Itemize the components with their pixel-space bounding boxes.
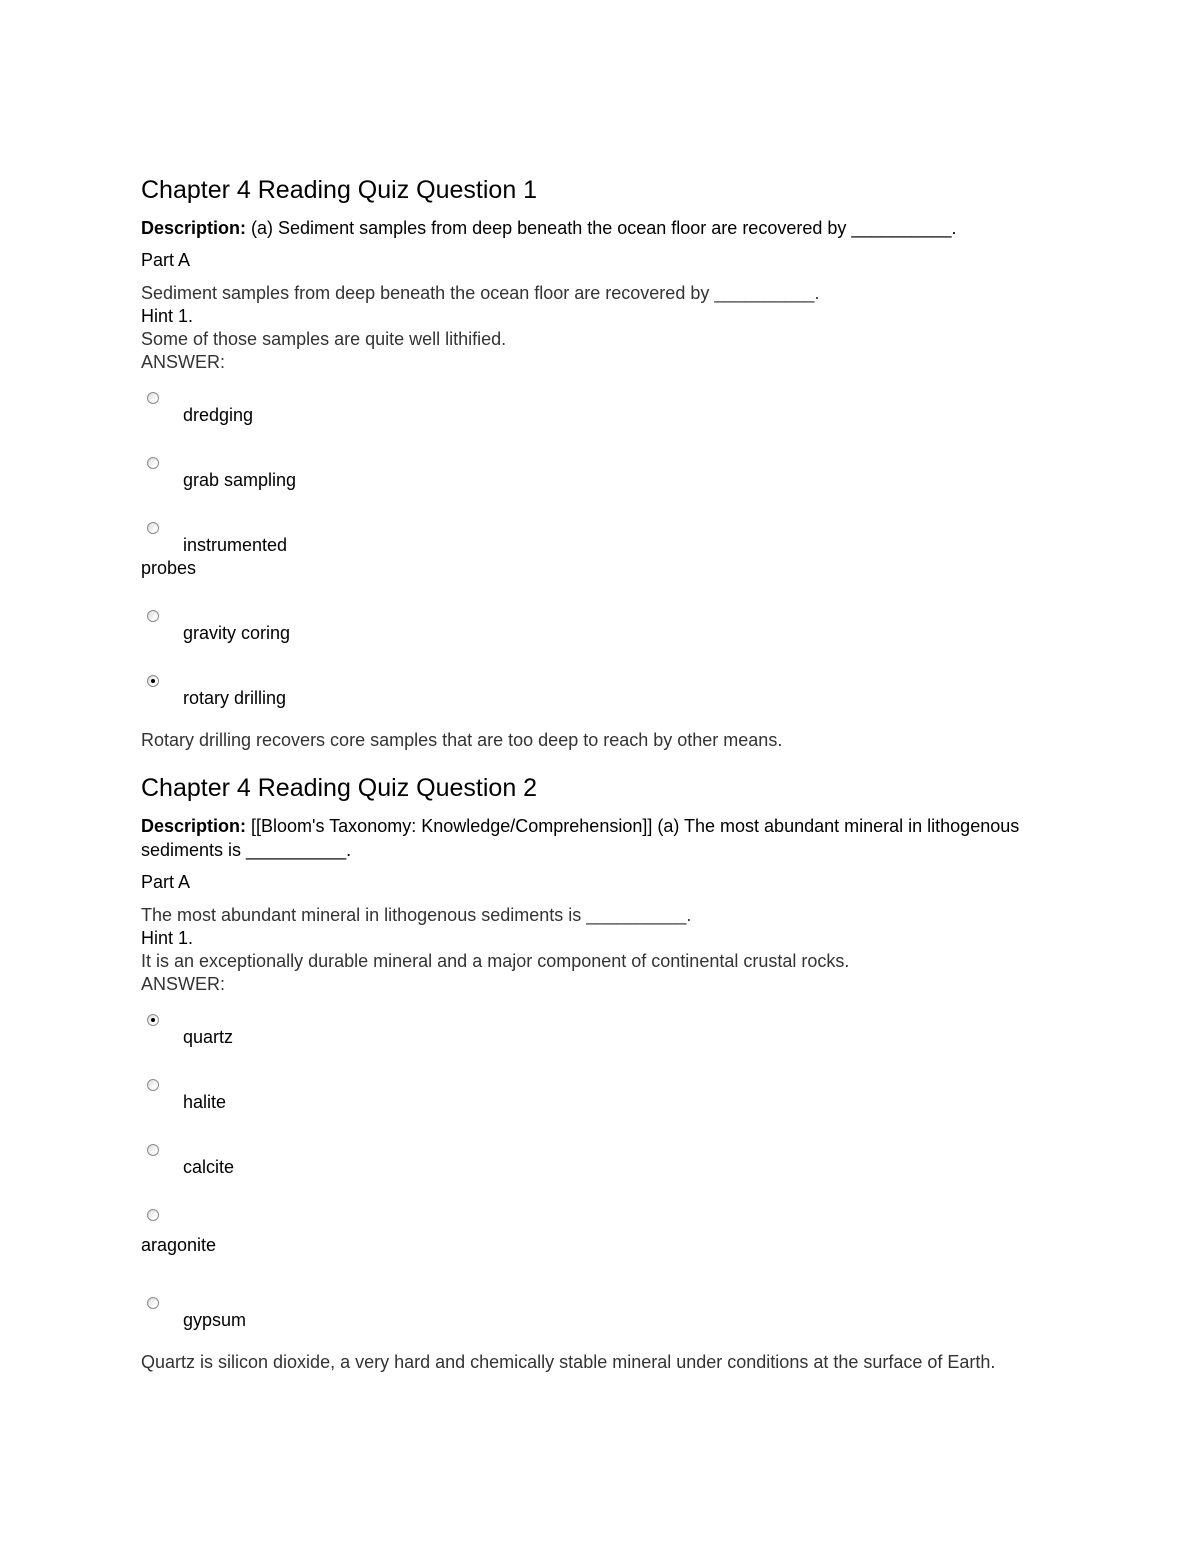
quiz-page <box>141 174 1041 1374</box>
option-quartz[interactable] <box>141 1014 1041 1057</box>
option-gypsum[interactable] <box>141 1297 1041 1340</box>
answer-explanation: Rotary drilling recovers core samples that are too deep to reach by other means. <box>141 730 783 750</box>
answer-label: ANSWER: <box>141 974 226 994</box>
answer-label: ANSWER: <box>141 352 226 372</box>
description-text: [[Bloom's Taxonomy: Knowledge/Comprehension]] (a) The most abundant mineral in lithogenous sediments is __________. <box>141 816 1020 860</box>
option-label: halite <box>183 1092 227 1112</box>
description-label: Description: <box>141 218 247 238</box>
question-title: Chapter 4 Reading Quiz Question 1 <box>141 176 538 204</box>
radio-button[interactable] <box>147 1209 159 1221</box>
question-title: Chapter 4 Reading Quiz Question 2 <box>141 774 538 802</box>
option-dredging[interactable] <box>141 392 1041 435</box>
hint-label[interactable]: Hint 1. <box>141 306 194 326</box>
hint-label[interactable]: Hint 1. <box>141 928 194 948</box>
hint-text: It is an exceptionally durable mineral and a major component of continental crustal rocks. <box>141 951 850 971</box>
option-gravity-coring[interactable] <box>141 610 1041 653</box>
part-label: Part A <box>141 250 191 270</box>
answer-options <box>141 1014 1041 1340</box>
description-text: (a) Sediment samples from deep beneath the ocean floor are recovered by __________. <box>251 218 957 238</box>
option-label: rotary drilling <box>183 688 287 708</box>
option-label: quartz <box>183 1027 234 1047</box>
option-label: gypsum <box>183 1310 247 1330</box>
answer-options <box>141 392 1041 718</box>
hint-text: Some of those samples are quite well lithified. <box>141 329 507 349</box>
option-label: grab sampling <box>183 470 297 490</box>
option-grab-sampling[interactable] <box>141 457 1041 500</box>
option-aragonite[interactable] <box>141 1209 1041 1275</box>
question-1 <box>141 174 1041 752</box>
option-rotary-drilling[interactable] <box>141 675 1041 718</box>
answer-explanation: Quartz is silicon dioxide, a very hard and chemically stable mineral under conditions at the surface of Earth. <box>141 1352 996 1372</box>
question-2 <box>141 772 1041 1374</box>
option-label: calcite <box>183 1157 235 1177</box>
question-prompt: The most abundant mineral in lithogenous sediments is __________. <box>141 905 692 925</box>
description-label: Description: <box>141 816 247 836</box>
option-label: aragonite <box>141 1235 217 1255</box>
question-description <box>141 814 1041 862</box>
question-description <box>141 216 1041 240</box>
question-prompt: Sediment samples from deep beneath the ocean floor are recovered by __________. <box>141 283 820 303</box>
option-halite[interactable] <box>141 1079 1041 1122</box>
option-label: instrumented probes <box>141 535 288 578</box>
option-instrumented-probes[interactable] <box>141 522 341 588</box>
option-label: dredging <box>183 405 254 425</box>
part-label: Part A <box>141 872 191 892</box>
option-calcite[interactable] <box>141 1144 1041 1187</box>
option-label: gravity coring <box>183 623 291 643</box>
